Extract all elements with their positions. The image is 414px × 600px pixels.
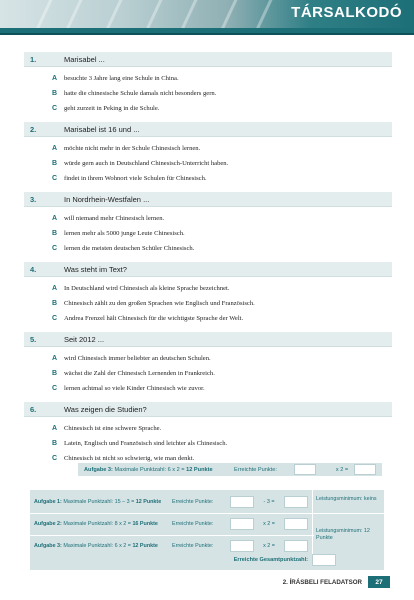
option-text: wird Chinesisch immer beliebter an deutschen Schulen. — [64, 355, 211, 362]
option-text: lernen die meisten deutschen Schüler Chinesisch. — [64, 245, 195, 252]
option-letter: C — [52, 245, 58, 252]
answer-option-a[interactable] — [24, 281, 392, 296]
question-header — [24, 332, 392, 347]
option-text: würde gern auch in Deutschland Chinesisch-Unterricht haben. — [64, 160, 229, 167]
option-letter: A — [52, 75, 58, 82]
total-score-row — [30, 553, 384, 567]
option-letter: A — [52, 425, 58, 432]
question-text: Marisabel ist 16 und ... — [64, 124, 140, 134]
header-divider-shadow — [0, 33, 414, 35]
multiplier-label: - 3 = — [263, 499, 275, 505]
question-number: 2. — [30, 124, 37, 134]
score-result-field[interactable] — [284, 540, 308, 552]
task-max-points — [78, 467, 234, 473]
question-text: In Nordrhein-Westfalen ... — [64, 194, 150, 204]
answer-option-c[interactable] — [24, 171, 392, 186]
answer-option-c[interactable] — [24, 101, 392, 116]
question-header — [24, 52, 392, 67]
question-header — [24, 122, 392, 137]
option-text: Andrea Frenzel hält Chinesisch für die wichtigste Sprache der Welt. — [64, 315, 244, 322]
answer-option-b[interactable] — [24, 436, 392, 451]
task-label: Aufgabe 1: — [34, 498, 62, 505]
question-text: Seit 2012 ... — [64, 334, 105, 344]
multiplier-label: x 2 = — [335, 466, 349, 473]
task-formula: Maximale Punktzahl: 15 – 3 = — [63, 498, 135, 505]
option-letter: A — [52, 145, 58, 152]
answer-option-b[interactable] — [24, 226, 392, 241]
option-text: lernen achtmal so viele Kinder Chinesisch wie zuvor. — [64, 385, 205, 392]
question-2 — [24, 122, 392, 186]
task-label: Aufgabe 3: — [84, 466, 113, 473]
option-text: Chinesisch zählt zu den großen Sprachen wie Englisch und Französisch. — [64, 300, 255, 307]
score-result-field[interactable] — [284, 496, 308, 508]
score-result-field[interactable] — [354, 464, 376, 475]
task-label: Aufgabe 3: — [34, 542, 62, 549]
score-result-field[interactable] — [284, 518, 308, 530]
option-text: möchte nicht mehr in der Schule Chinesisch lernen. — [64, 145, 201, 152]
question-number: 4. — [30, 264, 37, 274]
option-text: Chinesisch ist eine schwere Sprache. — [64, 425, 162, 432]
task-points: 16 Punkte — [132, 520, 158, 527]
option-letter: A — [52, 215, 58, 222]
option-letter: A — [52, 285, 58, 292]
reached-points-field[interactable] — [230, 496, 254, 508]
question-text: Marisabel ... — [64, 54, 105, 64]
answer-option-c[interactable] — [24, 311, 392, 326]
option-text: wächst die Zahl der Chinesisch Lernenden in Frankreich. — [64, 370, 215, 377]
question-text: Was zeigen die Studien? — [64, 404, 147, 414]
answer-option-a[interactable] — [24, 211, 392, 226]
section-label: 2. ÍRÁSBELI FELADATSOR — [282, 578, 362, 586]
option-text: lernen mehr als 5000 junge Leute Chinesisch. — [64, 230, 185, 237]
task-label: Aufgabe 2: — [34, 520, 62, 527]
question-4 — [24, 262, 392, 326]
task-points: 12 Punkte — [132, 542, 158, 549]
option-text: besuchte 3 Jahre lang eine Schule in China. — [64, 75, 179, 82]
task-max-points — [30, 543, 166, 550]
question-number: 6. — [30, 404, 37, 414]
question-3 — [24, 192, 392, 256]
option-letter: C — [52, 105, 58, 112]
minimum-score-label: Leistungsminimum: keins — [316, 496, 377, 502]
total-score-label: Erreichte Gesamtpunktzahl: — [233, 557, 308, 563]
question-1 — [24, 52, 392, 116]
option-letter: B — [52, 90, 58, 97]
question-list — [24, 52, 392, 472]
answer-option-b[interactable] — [24, 156, 392, 171]
reached-points-field[interactable] — [230, 540, 254, 552]
option-letter: B — [52, 300, 58, 307]
option-letter: B — [52, 370, 58, 377]
reached-label: Erreichte Punkte: — [172, 543, 214, 549]
option-text: hatte die chinesische Schule damals nicht besonders gern. — [64, 90, 217, 97]
task-formula: Maximale Punktzahl: 6 x 2 = — [114, 466, 185, 473]
multiplier-label: x 2 = — [263, 543, 275, 549]
task-points: 12 Punkte — [135, 498, 162, 505]
question-text: Was steht im Text? — [64, 264, 127, 274]
multiplier-label: x 2 = — [263, 521, 275, 527]
question-number: 5. — [30, 334, 37, 344]
task-max-points — [30, 499, 166, 506]
option-letter: B — [52, 160, 58, 167]
task-max-points — [30, 521, 166, 528]
task-points: 12 Punkte — [186, 466, 213, 473]
option-text: will niemand mehr Chinesisch lernen. — [64, 215, 165, 222]
reached-points-field[interactable] — [230, 518, 254, 530]
header-banner — [0, 0, 414, 28]
option-letter: C — [52, 315, 58, 322]
option-letter: C — [52, 385, 58, 392]
question-header — [24, 402, 392, 417]
question-header — [24, 192, 392, 207]
option-letter: B — [52, 230, 58, 237]
answer-option-a[interactable] — [24, 351, 392, 366]
option-text: Latein, Englisch und Französisch sind leichter als Chinesisch. — [64, 440, 228, 447]
answer-option-a[interactable] — [24, 71, 392, 86]
task-formula: Maximale Punktzahl: 6 x 2 = — [63, 542, 131, 549]
option-letter: C — [52, 175, 58, 182]
answer-option-a[interactable] — [24, 141, 392, 156]
minimum-score-label: Leistungsminimum: 12 Punkte — [316, 528, 370, 541]
question-5 — [24, 332, 392, 396]
answer-option-b[interactable] — [24, 296, 392, 311]
reached-label: Erreichte Punkte: — [172, 521, 214, 527]
answer-option-b[interactable] — [24, 366, 392, 381]
option-text: geht zurzeit in Peking in die Schule. — [64, 105, 160, 112]
answer-option-c[interactable] — [24, 381, 392, 396]
answer-option-b[interactable] — [24, 86, 392, 101]
question-number: 3. — [30, 194, 37, 204]
page-footer — [260, 576, 390, 588]
reached-label: Erreichte Punkte: — [234, 466, 277, 473]
section-title: TÁRSALKODÓ — [291, 4, 402, 21]
answer-option-c[interactable] — [24, 241, 392, 256]
task-formula: Maximale Punktzahl: 8 x 2 = — [63, 520, 131, 527]
option-text: Chinesisch ist nicht so schwierig, wie man denkt. — [64, 455, 195, 462]
question-header — [24, 262, 392, 277]
option-letter: C — [52, 455, 58, 462]
option-letter: A — [52, 355, 58, 362]
reached-points-field[interactable] — [294, 464, 316, 475]
answer-option-a[interactable] — [24, 421, 392, 436]
question-6 — [24, 402, 392, 466]
option-text: In Deutschland wird Chinesisch als kleine Sprache bezeichnet. — [64, 285, 230, 292]
task-score-row — [78, 463, 382, 476]
reached-label: Erreichte Punkte: — [172, 499, 214, 505]
total-score-field[interactable] — [312, 554, 336, 566]
option-text: findet in ihrem Wohnort viele Schulen für Chinesisch. — [64, 175, 207, 182]
question-number: 1. — [30, 54, 37, 64]
option-letter: B — [52, 440, 58, 447]
page-number: 27 — [368, 576, 390, 588]
